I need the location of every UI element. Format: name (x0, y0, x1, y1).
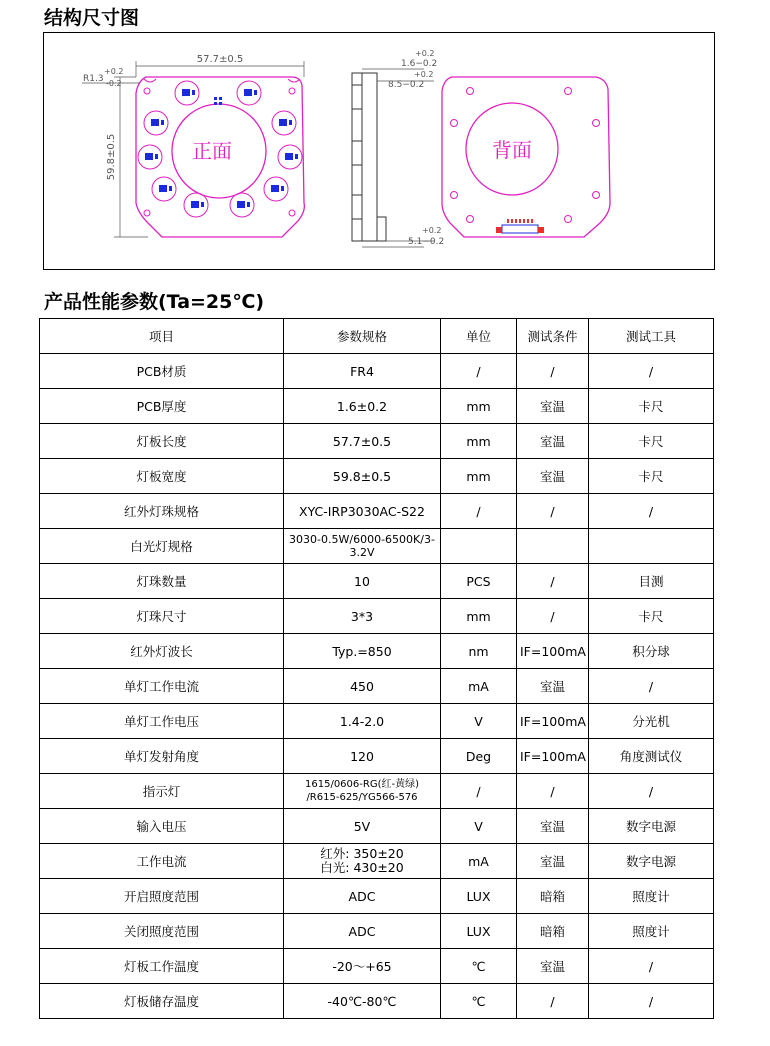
table-cell: 120 (284, 739, 441, 774)
table-cell: 5V (284, 809, 441, 844)
table-cell: LUX (441, 879, 517, 914)
table-row (40, 984, 714, 1019)
table-cell: 关闭照度范围 (40, 914, 284, 949)
table-cell: 卡尺 (589, 389, 714, 424)
table-cell: nm (441, 634, 517, 669)
table-row (40, 879, 714, 914)
table-cell (589, 529, 714, 564)
table-cell: 灯板长度 (40, 424, 284, 459)
table-cell: 3*3 (284, 599, 441, 634)
table-cell: 数字电源 (589, 809, 714, 844)
side-bot-tol: +0.2 (422, 226, 442, 235)
table-row (40, 949, 714, 984)
table-cell: 室温 (517, 459, 589, 494)
table-cell: 单灯工作电压 (40, 704, 284, 739)
table-row (40, 354, 714, 389)
table-cell: 57.7±0.5 (284, 424, 441, 459)
table-cell: 450 (284, 669, 441, 704)
table-cell: / (517, 599, 589, 634)
table-row (40, 529, 714, 564)
table-cell: / (517, 774, 589, 809)
table-row (40, 739, 714, 774)
table-cell: 室温 (517, 809, 589, 844)
table-cell: mm (441, 389, 517, 424)
table-cell: 卡尺 (589, 599, 714, 634)
table-cell: 灯珠数量 (40, 564, 284, 599)
table-cell: / (517, 354, 589, 389)
table-cell: 分光机 (589, 704, 714, 739)
table-cell: mA (441, 669, 517, 704)
table-cell (441, 529, 517, 564)
dim-radius: R1.3 (83, 74, 104, 84)
table-cell: / (589, 354, 714, 389)
table-cell: mA (441, 844, 517, 879)
header-unit: 单位 (441, 319, 517, 354)
table-row (40, 809, 714, 844)
table-cell: 10 (284, 564, 441, 599)
table-cell: IF=100mA (517, 634, 589, 669)
table-cell: mm (441, 459, 517, 494)
table-cell: 指示灯 (40, 774, 284, 809)
drawing-svg (44, 33, 716, 271)
header-item: 项目 (40, 319, 284, 354)
table-cell: / (589, 949, 714, 984)
table-cell: -40℃-80℃ (284, 984, 441, 1019)
table-cell: 照度计 (589, 914, 714, 949)
table-cell: 室温 (517, 424, 589, 459)
table-cell: PCS (441, 564, 517, 599)
table-row (40, 599, 714, 634)
table-cell: V (441, 704, 517, 739)
table-cell: ADC (284, 914, 441, 949)
dim-radius-tol2: -0.2 (106, 79, 122, 88)
table-cell: FR4 (284, 354, 441, 389)
table-cell: / (589, 494, 714, 529)
table-cell: 红外: 350±20 白光: 430±20 (284, 844, 441, 879)
table-cell: 1.4-2.0 (284, 704, 441, 739)
table-cell: PCB材质 (40, 354, 284, 389)
table-cell: 暗箱 (517, 879, 589, 914)
table-cell: 室温 (517, 669, 589, 704)
table-cell: 积分球 (589, 634, 714, 669)
table-cell: 1.6±0.2 (284, 389, 441, 424)
table-cell: 3030-0.5W/6000-6500K/3-3.2V (284, 529, 441, 564)
table-cell: / (441, 494, 517, 529)
table-cell: LUX (441, 914, 517, 949)
table-cell: 红外灯珠规格 (40, 494, 284, 529)
side-top-dim: 1.6−0.2 (401, 59, 438, 69)
table-cell: ℃ (441, 949, 517, 984)
table-cell: XYC-IRP3030AC-S22 (284, 494, 441, 529)
table-row (40, 459, 714, 494)
table-cell: 单灯发射角度 (40, 739, 284, 774)
table-cell: 室温 (517, 844, 589, 879)
table-cell: 卡尺 (589, 424, 714, 459)
table-cell: 灯板储存温度 (40, 984, 284, 1019)
table-cell: / (589, 984, 714, 1019)
table-row (40, 914, 714, 949)
table-cell: 数字电源 (589, 844, 714, 879)
table-cell (517, 529, 589, 564)
table-cell: IF=100mA (517, 739, 589, 774)
table-cell: 输入电压 (40, 809, 284, 844)
table-cell: 白光灯规格 (40, 529, 284, 564)
dim-width: 57.7±0.5 (196, 54, 244, 65)
table-row (40, 844, 714, 879)
table-cell: / (441, 354, 517, 389)
table-cell: mm (441, 424, 517, 459)
table-cell: 照度计 (589, 879, 714, 914)
table-cell: / (589, 774, 714, 809)
table-cell: 室温 (517, 389, 589, 424)
front-view (82, 54, 304, 237)
header-condition: 测试条件 (517, 319, 589, 354)
table-cell: Typ.=850 (284, 634, 441, 669)
table-cell: 59.8±0.5 (284, 459, 441, 494)
table-row (40, 774, 714, 809)
table-row (40, 669, 714, 704)
table-cell: / (441, 774, 517, 809)
table-body (40, 354, 714, 1019)
performance-title: 产品性能参数(Ta=25℃) (44, 291, 265, 313)
side-top-tol: +0.2 (415, 49, 435, 58)
dim-radius-tol: +0.2 (104, 67, 124, 76)
table-cell: 1615/0606-RG(红-黄绿) /R615-625/YG566-576 (284, 774, 441, 809)
table-header-row (40, 319, 714, 354)
table-cell: 单灯工作电流 (40, 669, 284, 704)
table-cell: 目测 (589, 564, 714, 599)
table-cell: 卡尺 (589, 459, 714, 494)
side-mid-dim: 8.5−0.2 (388, 80, 425, 90)
table-cell: -20～+65 (284, 949, 441, 984)
structure-drawing (43, 32, 715, 270)
dim-height: 59.8±0.5 (106, 133, 117, 181)
back-view (442, 77, 610, 237)
table-row (40, 634, 714, 669)
table-row (40, 424, 714, 459)
header-spec: 参数规格 (284, 319, 441, 354)
table-row (40, 389, 714, 424)
table-cell: V (441, 809, 517, 844)
header-tool: 测试工具 (589, 319, 714, 354)
table-cell: 灯板工作温度 (40, 949, 284, 984)
table-cell: 灯板宽度 (40, 459, 284, 494)
table-cell: ℃ (441, 984, 517, 1019)
spec-table (39, 318, 714, 1019)
table-cell: 灯珠尺寸 (40, 599, 284, 634)
table-cell: / (517, 984, 589, 1019)
table-cell: 工作电流 (40, 844, 284, 879)
table-cell: PCB厚度 (40, 389, 284, 424)
side-view (352, 49, 444, 247)
side-bot-dim: 5.1−0.2 (408, 237, 445, 247)
side-mid-tol: +0.2 (414, 70, 434, 79)
table-cell: 开启照度范围 (40, 879, 284, 914)
table-cell: / (589, 669, 714, 704)
back-label: 背面 (492, 138, 532, 162)
table-cell: Deg (441, 739, 517, 774)
table-cell: mm (441, 599, 517, 634)
table-cell: IF=100mA (517, 704, 589, 739)
table-row (40, 704, 714, 739)
structure-title: 结构尺寸图 (44, 7, 140, 29)
table-cell: ADC (284, 879, 441, 914)
table-cell: / (517, 494, 589, 529)
table-cell: 红外灯波长 (40, 634, 284, 669)
table-cell: / (517, 564, 589, 599)
table-row (40, 494, 714, 529)
table-cell: 角度测试仪 (589, 739, 714, 774)
front-label: 正面 (192, 139, 232, 163)
table-row (40, 564, 714, 599)
table-cell: 暗箱 (517, 914, 589, 949)
table-cell: 室温 (517, 949, 589, 984)
